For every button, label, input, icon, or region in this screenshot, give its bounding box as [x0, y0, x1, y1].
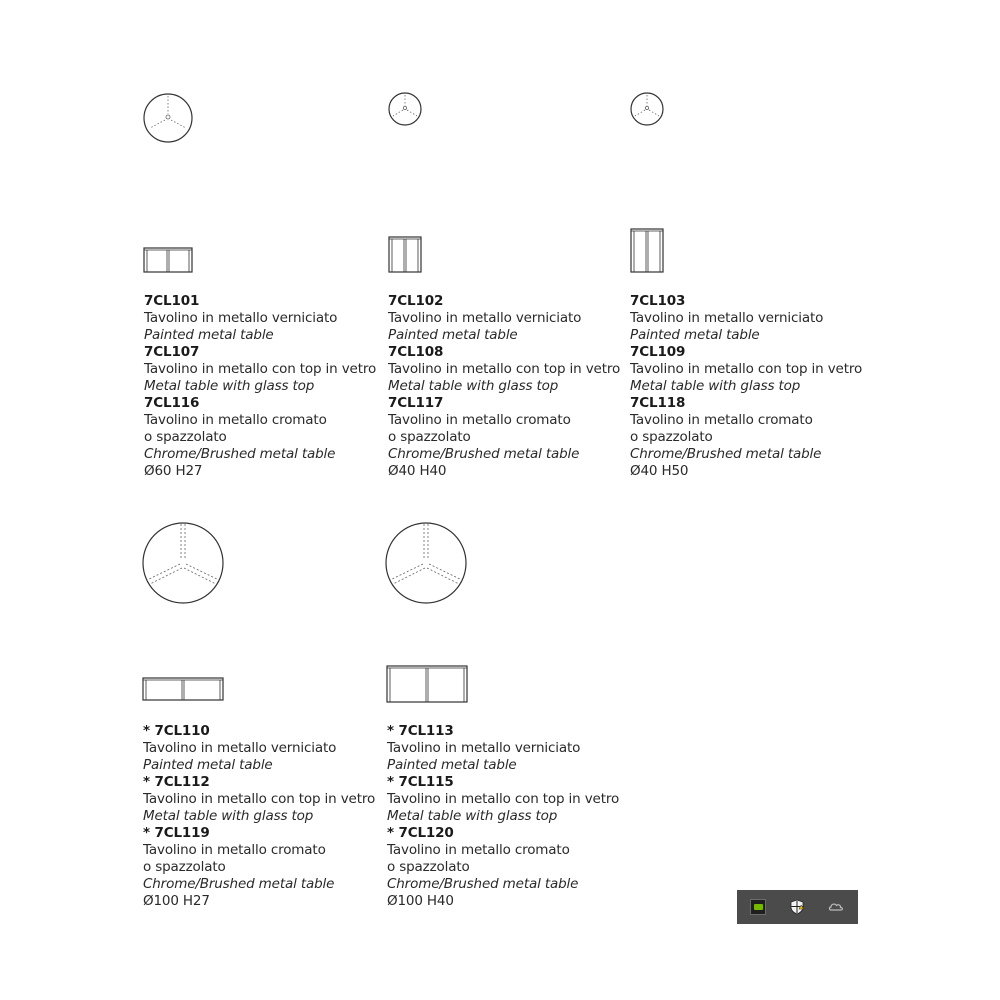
- product-description-en: Chrome/Brushed metal table: [387, 876, 579, 892]
- product-code: 7CL109: [630, 344, 686, 360]
- product-description: o spazzolato: [144, 429, 227, 445]
- product-description: Tavolino in metallo con top in vetro: [387, 791, 620, 807]
- product-code: 7CL102: [388, 293, 444, 309]
- product-description: Tavolino in metallo verniciato: [630, 310, 824, 326]
- product-description-en: Metal table with glass top: [144, 378, 315, 394]
- product-code: 7CL108: [388, 344, 444, 360]
- product-description-en: Chrome/Brushed metal table: [143, 876, 335, 892]
- product-description: Ø40 H40: [388, 463, 447, 479]
- product-description: Tavolino in metallo con top in vetro: [388, 361, 621, 377]
- system-tray: [737, 890, 858, 924]
- plan-view-drawing: [628, 92, 666, 128]
- product-code: * 7CL110: [143, 723, 210, 739]
- product-description-en: Painted metal table: [144, 327, 274, 343]
- product-specs: [387, 723, 627, 910]
- product-description: o spazzolato: [630, 429, 713, 445]
- product-code: * 7CL115: [387, 774, 454, 790]
- security-shield-icon[interactable]: [789, 899, 805, 915]
- product-description: Tavolino in metallo cromato: [144, 412, 327, 428]
- product-description-en: Painted metal table: [387, 757, 517, 773]
- product-description-en: Chrome/Brushed metal table: [388, 446, 580, 462]
- product-description: Ø40 H50: [630, 463, 689, 479]
- product-code: 7CL103: [630, 293, 686, 309]
- product-description-en: Painted metal table: [630, 327, 760, 343]
- product-code: 7CL116: [144, 395, 200, 411]
- product-description: Tavolino in metallo verniciato: [388, 310, 582, 326]
- elevation-view-drawing: [630, 228, 664, 274]
- plan-view-drawing: [386, 92, 424, 128]
- product-specs: [144, 293, 384, 480]
- plan-view-drawing: [142, 92, 194, 144]
- product-code: * 7CL120: [387, 825, 454, 841]
- product-description: o spazzolato: [387, 859, 470, 875]
- product-description: Ø100 H27: [143, 893, 210, 909]
- product-description: Tavolino in metallo cromato: [143, 842, 326, 858]
- nvidia-icon[interactable]: [750, 899, 766, 915]
- product-description-en: Metal table with glass top: [387, 808, 558, 824]
- product-description: Ø60 H27: [144, 463, 203, 479]
- product-specs: [630, 293, 870, 480]
- product-description-en: Painted metal table: [143, 757, 273, 773]
- product-code: * 7CL113: [387, 723, 454, 739]
- product-description-en: Chrome/Brushed metal table: [630, 446, 822, 462]
- product-description: o spazzolato: [388, 429, 471, 445]
- plan-view-drawing: [384, 520, 468, 606]
- elevation-view-drawing: [142, 676, 224, 702]
- product-description: Tavolino in metallo cromato: [388, 412, 571, 428]
- product-description-en: Metal table with glass top: [388, 378, 559, 394]
- elevation-view-drawing: [386, 664, 468, 704]
- product-code: 7CL118: [630, 395, 686, 411]
- product-description: Tavolino in metallo verniciato: [387, 740, 581, 756]
- product-description-en: Metal table with glass top: [630, 378, 801, 394]
- product-code: * 7CL119: [143, 825, 210, 841]
- elevation-view-drawing: [388, 236, 422, 274]
- product-description-en: Metal table with glass top: [143, 808, 314, 824]
- product-code: 7CL107: [144, 344, 200, 360]
- cloud-icon[interactable]: [828, 899, 844, 915]
- product-specs: [143, 723, 383, 910]
- product-description-en: Chrome/Brushed metal table: [144, 446, 336, 462]
- product-code: 7CL117: [388, 395, 444, 411]
- plan-view-drawing: [141, 520, 225, 606]
- product-description: Tavolino in metallo cromato: [387, 842, 570, 858]
- product-code: * 7CL112: [143, 774, 210, 790]
- product-description: Tavolino in metallo verniciato: [143, 740, 337, 756]
- product-code: 7CL101: [144, 293, 200, 309]
- product-specs: [388, 293, 628, 480]
- product-description: Tavolino in metallo verniciato: [144, 310, 338, 326]
- product-description-en: Painted metal table: [388, 327, 518, 343]
- product-description: Tavolino in metallo con top in vetro: [144, 361, 377, 377]
- elevation-view-drawing: [143, 244, 193, 274]
- product-description: Tavolino in metallo cromato: [630, 412, 813, 428]
- product-description: Ø100 H40: [387, 893, 454, 909]
- product-description: Tavolino in metallo con top in vetro: [143, 791, 376, 807]
- product-description: o spazzolato: [143, 859, 226, 875]
- product-description: Tavolino in metallo con top in vetro: [630, 361, 863, 377]
